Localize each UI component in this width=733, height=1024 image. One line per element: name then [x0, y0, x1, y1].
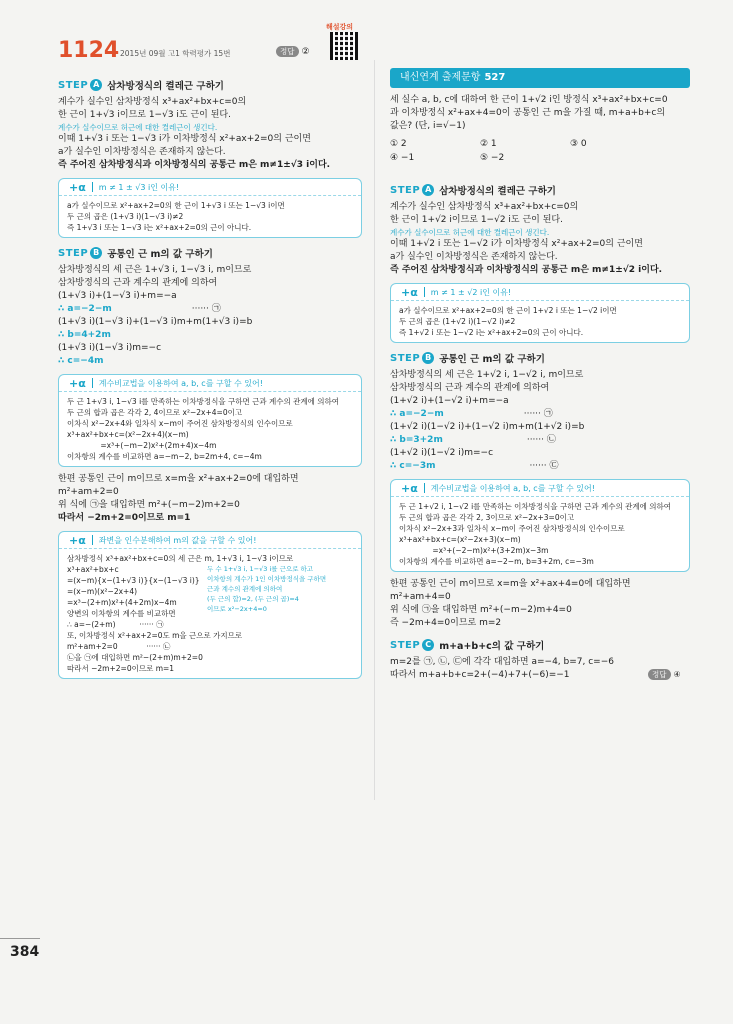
tip-line: 이차식 x²−2x+3과 일차식 x−m이 주어진 삼차방정식의 인수이므로 [399, 524, 625, 533]
linked-problem-number: 527 [484, 72, 506, 83]
final-answer-badge [648, 669, 681, 680]
tip-line: x³+ax²+bx+c [67, 565, 119, 574]
tip-line: 즉 1+√3 i 또는 1−√3 i는 x²+ax+2=0의 근이 아니다. [67, 223, 252, 232]
tip-box [390, 283, 690, 343]
note: 계수가 실수이므로 허근에 대한 켤레근이 생긴다. [390, 228, 550, 237]
qr-label: 해설강의 [326, 23, 354, 31]
tip-line: 두 근의 합과 곱은 각각 2, 3이므로 x²−2x+3=0이고 [399, 513, 575, 522]
choice-3[interactable]: ③ 0 [570, 139, 587, 149]
choice-4[interactable]: ④ −1 [390, 153, 415, 163]
tip-line: 이차항의 계수를 비교하면 a=−m−2, b=2m+4, c=−4m [67, 452, 262, 461]
text-line: (1+√3 i)(1−√3 i)m=−c [58, 343, 162, 353]
result-line: ∴ c=−4m [58, 356, 104, 366]
linked-problem-label: 내신연계 출제문항 [400, 72, 481, 83]
text-line: 한 근이 1+√2 i이므로 1−√2 i도 근이 된다. [390, 215, 563, 225]
conclusion: 즉 주어진 삼차방정식과 이차방정식의 공통근 m은 m≠1±√2 i이다. [390, 265, 663, 275]
tip-line: a가 실수이므로 x²+ax+2=0의 한 근이 1+√3 i 또는 1−√3 i이면 [67, 201, 285, 210]
text-line: a가 실수인 이차방정식은 존재하지 않는다. [58, 147, 226, 157]
text-line: 한 근이 1+√3 i이므로 1−√3 i도 근이 된다. [58, 110, 231, 120]
text-line: (1+√2 i)+(1−√2 i)+m=−a [390, 396, 509, 406]
tip-line: =(x−m)(x²−2x+4) [67, 587, 138, 596]
text-line: 한편 공통인 근이 m이므로 x=m을 x²+ax+4=0에 대입하면 [390, 579, 631, 589]
text-line: (1+√2 i)(1−√2 i)+(1−√2 i)m+m(1+√2 i)=b [390, 422, 585, 432]
result-line: ∴ b=3+2m ······ ㉡ [390, 435, 556, 445]
tip-box [58, 531, 362, 679]
tip-title: 계수비교법을 이용하여 a, b, c를 구할 수 있어! [430, 483, 595, 493]
tip-line: 즉 1+√2 i 또는 1−√2 i는 x²+ax+2=0의 근이 아니다. [399, 328, 584, 337]
answer-badge [276, 46, 310, 57]
plus-alpha-icon: +α [69, 180, 86, 194]
tip-title: 좌변을 인수분해하여 m의 값을 구할 수 있어! [98, 535, 257, 545]
tip-box [390, 479, 690, 572]
tip-line: m²+am+2=0 ······ ㉡ [67, 642, 171, 651]
step-b-badge: B [422, 352, 434, 364]
text-line: m²+am+2=0 [58, 487, 119, 497]
page-number-rule [0, 938, 40, 939]
step-a-badge: A [422, 184, 434, 196]
tip-line: 삼차방정식 x³+ax²+bx+c=0의 세 근은 m, 1+√3 i, 1−√3 i이므로 [67, 554, 294, 563]
tip-box [58, 178, 362, 238]
text-line: m²+am+4=0 [390, 592, 451, 602]
step-b-title: 공통인 근 m의 값 구하기 [439, 354, 545, 365]
tip-title: m ≠ 1 ± √2 i인 이유! [430, 287, 512, 297]
text-line: 이때 1+√2 i 또는 1−√2 i가 이차방정식 x²+ax+2=0의 근이면 [390, 239, 643, 249]
conclusion: 즉 주어진 삼차방정식과 이차방정식의 공통근 m은 m≠1±√3 i이다. [58, 160, 331, 170]
result-line: ∴ a=−2−m ······ ㉠ [390, 409, 553, 419]
text-line: 한편 공통인 근이 m이므로 x=m을 x²+ax+2=0에 대입하면 [58, 474, 299, 484]
tip-line: a가 실수이므로 x²+ax+2=0의 한 근이 1+√2 i 또는 1−√2 i이면 [399, 306, 617, 315]
tip-line: ∴ a=−(2+m) ······ ㉠ [67, 620, 164, 629]
text-line: 따라서 m+a+b+c=2+(−4)+7+(−6)=−1 [390, 670, 570, 680]
text-line: 삼차방정식의 세 근은 1+√3 i, 1−√3 i, m이므로 [58, 265, 252, 275]
tip-line: 이차식 x²−2x+4와 일차식 x−m이 주어진 삼차방정식의 인수이므로 [67, 419, 293, 428]
step-a-heading: STEP A 삼차방정식의 켤레근 구하기 [390, 184, 556, 197]
answer-value: ④ [673, 670, 681, 679]
plus-alpha-icon: +α [401, 285, 418, 299]
tip-line: 따라서 −2m+2=0이므로 m=1 [67, 664, 175, 673]
text-line: 삼차방정식의 근과 계수의 관계에 의하여 [58, 278, 218, 288]
tip-line: =x³+(−m−2)x²+(2m+4)x−4m [67, 441, 217, 450]
tip-line: =(x−m){x−(1+√3 i)}{x−(1−√3 i)} [67, 576, 200, 585]
step-b-title: 공통인 근 m의 값 구하기 [107, 249, 213, 260]
plus-alpha-icon: +α [69, 376, 86, 390]
tip-line: =x³−(2+m)x²+(4+2m)x−4m [67, 598, 177, 607]
text-line: 위 식에 ㉠을 대입하면 m²+(−m−2)m+4=0 [390, 605, 572, 615]
tip-line: 두 근의 합과 곱은 각각 2, 4이므로 x²−2x+4=0이고 [67, 408, 243, 417]
step-a-title: 삼차방정식의 켤레근 구하기 [107, 81, 224, 92]
plus-alpha-icon: +α [69, 533, 86, 547]
result-line: ∴ c=−3m ······ ㉢ [390, 461, 559, 471]
step-b-badge: B [90, 247, 102, 259]
text-line: 계수가 실수인 삼차방정식 x³+ax²+bx+c=0의 [58, 97, 247, 107]
text-line: 위 식에 ㉠을 대입하면 m²+(−m−2)m+2=0 [58, 500, 240, 510]
side-note: 두 수 1+√3 i, 1−√3 i를 근으로 하고 이차항의 계수가 1인 이차방정식을 구하면 근과 계수의 관계에 의하여 (두 근의 합)=2, (두 근의 곱)=4 이므로 x²−2x+4=0 [207, 565, 327, 613]
text-line: 이때 1+√3 i 또는 1−√3 i가 이차방정식 x²+ax+2=0의 근이면 [58, 134, 311, 144]
step-c-title: m+a+b+c의 값 구하기 [439, 641, 545, 652]
tip-line: =x³+(−2−m)x²+(3+2m)x−3m [399, 546, 549, 555]
step-b-heading: STEP B 공통인 근 m의 값 구하기 [58, 247, 213, 260]
choice-5[interactable]: ⑤ −2 [480, 153, 505, 163]
text-line: m=2를 ㉠, ㉡, ㉢에 각각 대입하면 a=−4, b=7, c=−6 [390, 657, 614, 667]
tip-line: 또, 이차방정식 x²+ax+2=0도 m을 근으로 가지므로 [67, 631, 243, 640]
text-line: a가 실수인 이차방정식은 존재하지 않는다. [390, 252, 558, 262]
plus-alpha-icon: +α [401, 481, 418, 495]
linked-problem-header [390, 68, 690, 88]
step-b-heading: STEP B 공통인 근 m의 값 구하기 [390, 352, 545, 365]
tip-line: 양변의 이차항의 계수를 비교하면 [67, 609, 176, 618]
problem-source: 2015년 09월 고1 학력평가 15번 [120, 49, 231, 58]
question-line: 세 실수 a, b, c에 대하여 한 근이 1+√2 i인 방정식 x³+ax²+bx+c=0 [390, 95, 668, 105]
text-line: (1+√3 i)(1−√3 i)+(1−√3 i)m+m(1+√3 i)=b [58, 317, 253, 327]
answer-label: 정답 [276, 46, 299, 57]
tip-line: 두 근의 곱은 (1+√2 i)(1−√2 i)≠2 [399, 317, 516, 326]
choice-1[interactable]: ① 2 [390, 139, 407, 149]
answer-label: 정답 [648, 669, 671, 680]
text-line: (1+√3 i)+(1−√3 i)+m=−a [58, 291, 177, 301]
result-line: ∴ a=−2−m ······ ㉠ [58, 304, 221, 314]
text-line: 삼차방정식의 근과 계수의 관계에 의하여 [390, 383, 550, 393]
tip-line: 두 근 1+√2 i, 1−√2 i를 만족하는 이차방정식을 구하면 근과 계수의 관계에 의하여 [399, 502, 671, 511]
tip-line: x³+ax²+bx+c=(x²−2x+4)(x−m) [67, 430, 189, 439]
question-line: 값은? (단, i=√−1) [390, 121, 466, 131]
final-line: 따라서 −2m+2=0이므로 m=1 [58, 513, 191, 523]
tip-title: 계수비교법을 이용하여 a, b, c를 구할 수 있어! [98, 378, 263, 388]
page-number: 384 [10, 944, 40, 960]
column-divider [374, 60, 375, 800]
solution-column-right [390, 94, 690, 682]
tip-line: 두 근 1+√3 i, 1−√3 i를 만족하는 이차방정식을 구하면 근과 계수의 관계에 의하여 [67, 397, 339, 406]
text-line: 계수가 실수인 삼차방정식 x³+ax²+bx+c=0의 [390, 202, 579, 212]
step-c-badge: C [422, 639, 434, 651]
step-a-title: 삼차방정식의 켤레근 구하기 [439, 186, 556, 197]
qr-code-icon[interactable] [330, 32, 358, 60]
step-a-heading: STEP A 삼차방정식의 켤레근 구하기 [58, 79, 224, 92]
tip-title: m ≠ 1 ± √3 i인 이유! [98, 182, 180, 192]
result-line: ∴ b=4+2m [58, 330, 111, 340]
tip-line: ㉡을 ㉠에 대입하면 m²−(2+m)m+2=0 [67, 653, 203, 662]
tip-line: 이차항의 계수를 비교하면 a=−2−m, b=3+2m, c=−3m [399, 557, 594, 566]
answer-value: ② [301, 46, 310, 57]
choice-2[interactable]: ② 1 [480, 139, 497, 149]
text-line: (1+√2 i)(1−√2 i)m=−c [390, 448, 494, 458]
answer-choices [390, 137, 660, 165]
solution-column-left [58, 70, 362, 685]
tip-line: 두 근의 곱은 (1+√3 i)(1−√3 i)≠2 [67, 212, 184, 221]
step-a-badge: A [90, 79, 102, 91]
tip-box [58, 374, 362, 467]
step-c-heading: STEP C m+a+b+c의 값 구하기 [390, 639, 545, 652]
text-line: 즉 −2m+4=0이므로 m=2 [390, 618, 502, 628]
tip-line: x³+ax²+bx+c=(x²−2x+3)(x−m) [399, 535, 521, 544]
text-line: 삼차방정식의 세 근은 1+√2 i, 1−√2 i, m이므로 [390, 370, 584, 380]
question-line: 과 이차방정식 x²+ax+4=0이 공통인 근 m을 가질 때, m+a+b+c의 [390, 108, 666, 118]
note: 계수가 실수이므로 허근에 대한 켤레근이 생긴다. [58, 123, 218, 132]
problem-header [58, 23, 362, 68]
problem-number: 1124 [58, 38, 120, 63]
